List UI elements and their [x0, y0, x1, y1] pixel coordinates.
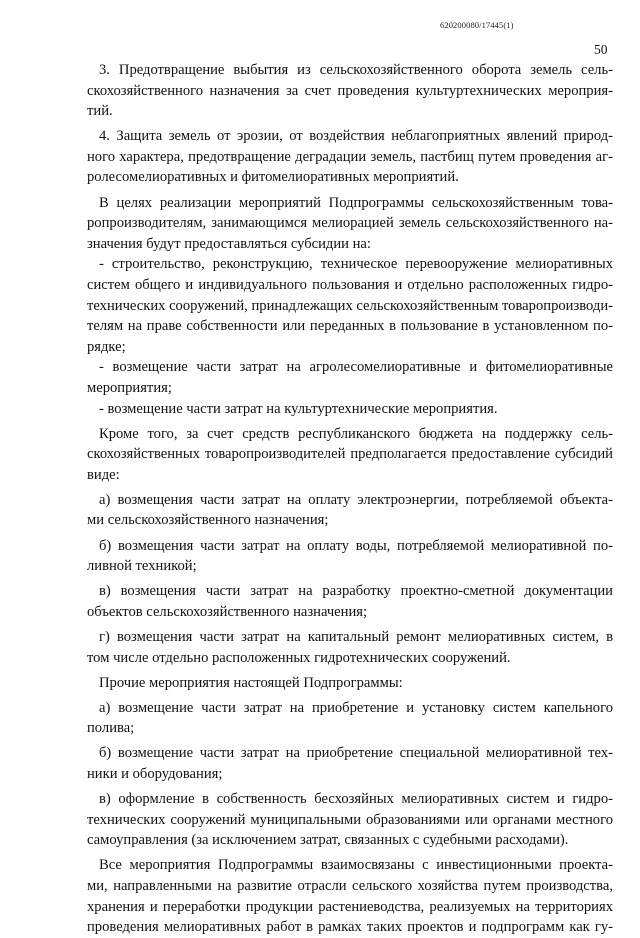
paragraph — [87, 743, 613, 784]
text-line: ми, направленными на развитие отрасли сельского хозяйства путем производства, — [87, 877, 613, 894]
paragraph — [87, 424, 613, 486]
text-line: самоуправления (за исключением затрат, связанных с судебными расходами). — [87, 832, 569, 849]
text-line: полива; — [87, 720, 135, 737]
text-line: в) оформление в собственность бесхозяйных мелиоративных систем и гидро- — [99, 791, 613, 808]
text-line: - возмещение части затрат на агролесомелиоративные и фитомелиоративные — [99, 359, 613, 376]
text-line: том числе отдельно расположенных гидротехнических сооружений. — [87, 649, 511, 666]
text-line: а) возмещения части затрат на оплату электроэнергии, потребляемой объекта- — [99, 491, 613, 508]
paragraph — [87, 357, 613, 398]
text-line: - возмещение части затрат на культуртехнические мероприятия. — [99, 400, 498, 417]
text-line: г) возмещения части затрат на капитальный ремонт мелиоративных систем, в — [99, 628, 613, 645]
text-line: б) возмещения части затрат на оплату воды, потребляемой мелиоративной по- — [99, 537, 613, 554]
text-line: технических сооружений муниципальными образованиями или органами местного — [87, 811, 613, 828]
text-line: тий. — [87, 103, 113, 120]
text-line: Все мероприятия Подпрограммы взаимосвязаны с инвестиционными проекта- — [99, 857, 613, 874]
text-line: скохозяйственных товаропроизводителей предполагается предоставление субсидий — [87, 446, 613, 463]
paragraph — [87, 399, 613, 420]
paragraph — [87, 490, 613, 531]
text-line: в) возмещения части затрат на разработку проектно-сметной документации — [99, 583, 613, 600]
paragraph — [87, 698, 613, 739]
text-line: значения будут предоставляться субсидии на: — [87, 235, 371, 252]
page-number: 50 — [594, 42, 608, 57]
paragraph — [87, 193, 613, 255]
text-line: технических сооружений, принадлежащих сельскохозяйственным товаропроизводи- — [87, 297, 613, 314]
text-line: мероприятия; — [87, 379, 172, 396]
text-line: ливной техникой; — [87, 558, 197, 575]
paragraph — [87, 673, 613, 694]
text-line: проведения мелиоративных работ в рамках таких проектов и подпрограмм как гу- — [87, 919, 613, 936]
text-line: хранения и переработки продукции растениеводства, реализуемых на территориях — [87, 898, 613, 915]
text-line: рядке; — [87, 338, 126, 355]
text-line: ропроизводителям, занимающимся мелиорацией земель сельскохозяйственного на- — [87, 215, 613, 232]
text-line: телям на праве собственности или переданных в пользование в установленном по- — [87, 318, 613, 335]
paragraph — [87, 254, 613, 357]
text-line: виде: — [87, 466, 120, 483]
text-line: ми сельскохозяйственного назначения; — [87, 512, 329, 529]
paragraph — [87, 126, 613, 188]
paragraph — [87, 60, 613, 122]
text-line: б) возмещение части затрат на приобретение специальной мелиоративной тех- — [99, 745, 613, 762]
text-line: объектов сельскохозяйственного назначения; — [87, 603, 368, 620]
paragraph — [87, 581, 613, 622]
text-line: ного характера, предотвращение деградации земель, пастбищ путем проведения аг- — [87, 148, 613, 165]
text-line: - строительство, реконструкцию, техническое перевооружение мелиоративных — [99, 256, 613, 273]
text-line: 4. Защита земель от эрозии, от воздействия неблагоприятных явлений природ- — [99, 128, 613, 145]
text-line: 3. Предотвращение выбытия из сельскохозяйственного оборота земель сель- — [99, 62, 613, 78]
document-body — [87, 60, 613, 938]
document-code: 620200080/17445(1) — [440, 20, 514, 30]
paragraph — [87, 536, 613, 577]
paragraph — [87, 789, 613, 851]
text-line: ники и оборудования; — [87, 766, 223, 782]
text-line: ролесомелиоративных и фитомелиоративных мероприятий. — [87, 169, 459, 186]
text-line: Прочие мероприятия настоящей Подпрограммы: — [99, 674, 403, 691]
text-line: а) возмещение части затрат на приобретение и установку систем капельного — [99, 699, 613, 716]
paragraph — [87, 627, 613, 668]
text-line: В целях реализации мероприятий Подпрограммы сельскохозяйственным това- — [99, 194, 613, 211]
text-line: систем общего и индивидуального пользования и отдельно расположенных гидро- — [87, 276, 613, 293]
text-line: Кроме того, за счет средств республиканского бюджета на поддержку сель- — [99, 425, 613, 442]
text-line: скохозяйственного назначения за счет проведения культуртехнических мероприя- — [87, 82, 613, 99]
paragraph — [87, 855, 613, 937]
